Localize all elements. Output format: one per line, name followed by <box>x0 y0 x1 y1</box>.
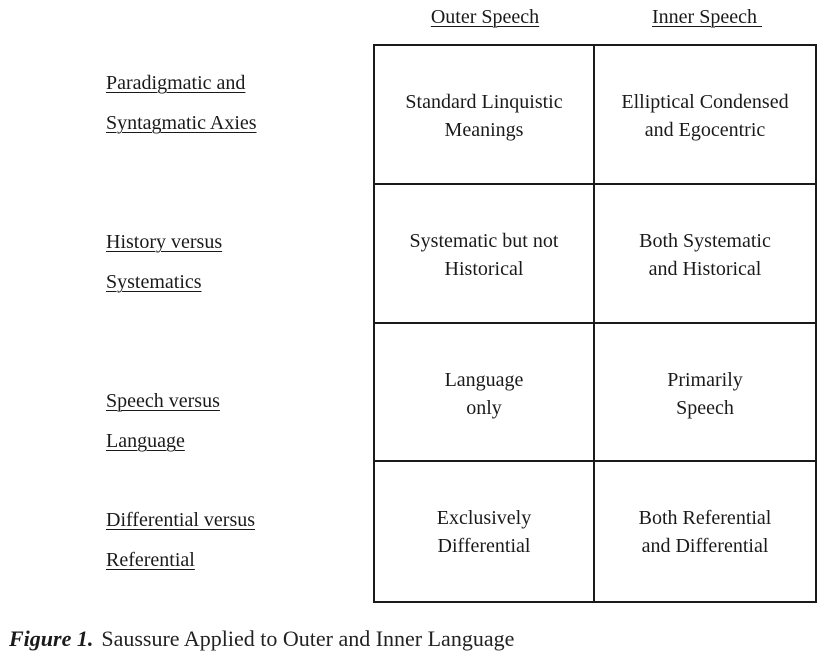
figure-caption <box>9 626 514 652</box>
cell-differential-outer: Exclusively Differential <box>375 462 595 601</box>
row-label-line: History versus <box>106 231 223 253</box>
figure-caption-text: Saussure Applied to Outer and Inner Language <box>101 626 515 651</box>
row-label-speech <box>106 381 220 461</box>
cell-speech-inner: Primarily Speech <box>595 324 815 463</box>
cell-paradigmatic-outer: Standard Linquistic Meanings <box>375 46 595 185</box>
cell-differential-inner: Both Referential and Differential <box>638 507 772 558</box>
cell-history-inner: Both Systematic and Historical <box>595 185 815 324</box>
row-label-differential <box>106 500 255 580</box>
row-label-history <box>106 222 222 302</box>
row-label-paradigmatic <box>106 63 257 143</box>
row-label-line: Systematics <box>106 271 202 293</box>
row-label-line: Differential versus <box>106 509 256 531</box>
column-header-inner-speech: Inner Speech <box>652 6 762 28</box>
column-header-outer-speech: Outer Speech <box>430 6 540 28</box>
row-label-line: Referential <box>106 549 195 571</box>
figure-caption-label: Figure 1. <box>9 626 94 651</box>
cell-speech-outer: Language only <box>375 324 595 463</box>
cell-paradigmatic-inner: Elliptical Condensed and Egocentric <box>595 46 815 185</box>
cell-history-outer: Systematic but not Historical <box>375 185 595 324</box>
row-label-line: Syntagmatic Axies <box>106 112 257 134</box>
row-label-line: Language <box>106 430 185 452</box>
row-label-line: Paradigmatic and <box>106 72 246 94</box>
comparison-grid <box>373 44 817 603</box>
row-label-line: Speech versus <box>106 390 220 412</box>
